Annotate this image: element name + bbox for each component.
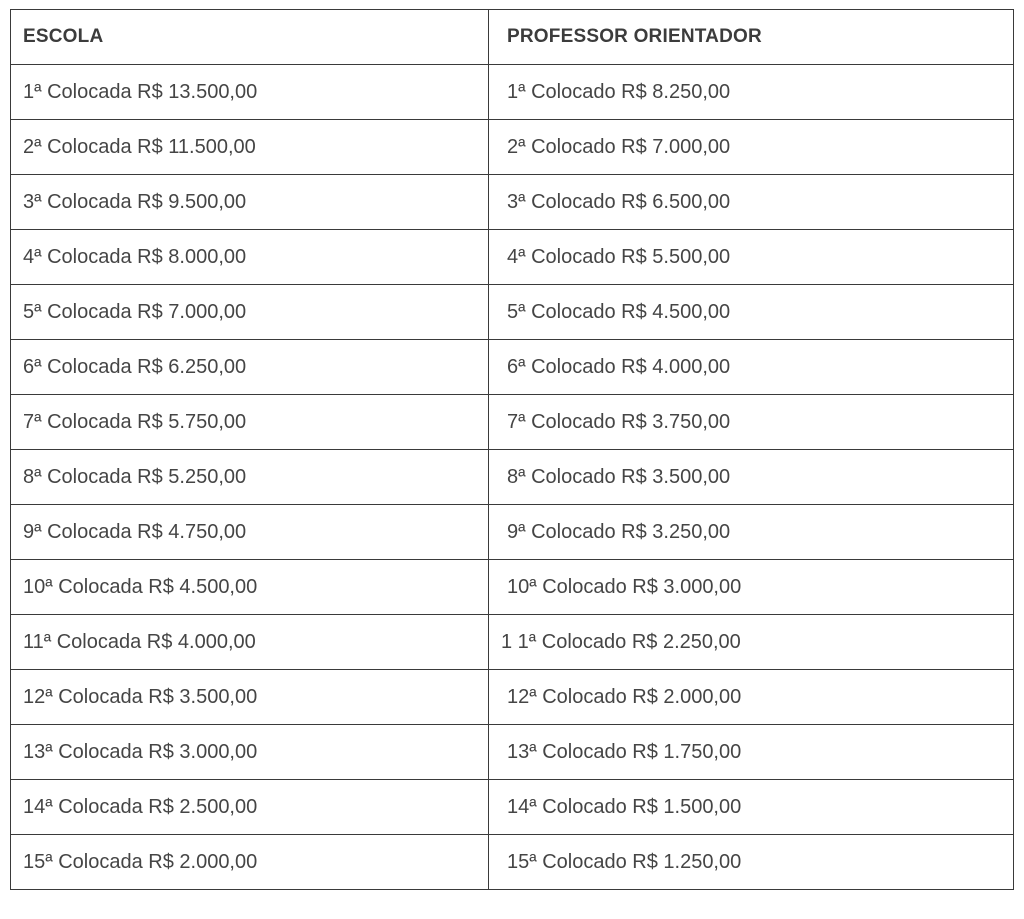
- escola-cell: 9ª Colocada R$ 4.750,00: [11, 505, 489, 560]
- escola-cell: 6ª Colocada R$ 6.250,00: [11, 340, 489, 395]
- table-row: [11, 65, 1014, 120]
- professor-cell: 10ª Colocado R$ 3.000,00: [489, 560, 1014, 615]
- professor-cell: 13ª Colocado R$ 1.750,00: [489, 725, 1014, 780]
- escola-cell: 3ª Colocada R$ 9.500,00: [11, 175, 489, 230]
- professor-cell: 8ª Colocado R$ 3.500,00: [489, 450, 1014, 505]
- table-row: [11, 505, 1014, 560]
- table-row: [11, 670, 1014, 725]
- table-row: [11, 615, 1014, 670]
- professor-cell: 3ª Colocado R$ 6.500,00: [489, 175, 1014, 230]
- header-professor-orientador: PROFESSOR ORIENTADOR: [489, 10, 1014, 65]
- professor-cell: 14ª Colocado R$ 1.500,00: [489, 780, 1014, 835]
- escola-cell: 10ª Colocada R$ 4.500,00: [11, 560, 489, 615]
- professor-cell: 6ª Colocado R$ 4.000,00: [489, 340, 1014, 395]
- escola-cell: 12ª Colocada R$ 3.500,00: [11, 670, 489, 725]
- escola-cell: 1ª Colocada R$ 13.500,00: [11, 65, 489, 120]
- escola-cell: 5ª Colocada R$ 7.000,00: [11, 285, 489, 340]
- table-row: [11, 835, 1014, 890]
- professor-cell: 9ª Colocado R$ 3.250,00: [489, 505, 1014, 560]
- professor-cell: 5ª Colocado R$ 4.500,00: [489, 285, 1014, 340]
- escola-cell: 7ª Colocada R$ 5.750,00: [11, 395, 489, 450]
- table-row: [11, 120, 1014, 175]
- escola-cell: 2ª Colocada R$ 11.500,00: [11, 120, 489, 175]
- professor-cell: 1 1ª Colocado R$ 2.250,00: [489, 615, 1014, 670]
- escola-cell: 13ª Colocada R$ 3.000,00: [11, 725, 489, 780]
- table-row: [11, 340, 1014, 395]
- table-row: [11, 175, 1014, 230]
- professor-cell: 15ª Colocado R$ 1.250,00: [489, 835, 1014, 890]
- table-row: [11, 285, 1014, 340]
- table-row: [11, 450, 1014, 505]
- header-escola: ESCOLA: [11, 10, 489, 65]
- professor-cell: 7ª Colocado R$ 3.750,00: [489, 395, 1014, 450]
- escola-cell: 4ª Colocada R$ 8.000,00: [11, 230, 489, 285]
- escola-cell: 14ª Colocada R$ 2.500,00: [11, 780, 489, 835]
- table-row: [11, 395, 1014, 450]
- table-row: [11, 560, 1014, 615]
- professor-cell: 1ª Colocado R$ 8.250,00: [489, 65, 1014, 120]
- prize-table: [10, 9, 1014, 890]
- escola-cell: 8ª Colocada R$ 5.250,00: [11, 450, 489, 505]
- professor-cell: 2ª Colocado R$ 7.000,00: [489, 120, 1014, 175]
- escola-cell: 15ª Colocada R$ 2.000,00: [11, 835, 489, 890]
- table-header-row: [11, 10, 1014, 65]
- escola-cell: 11ª Colocada R$ 4.000,00: [11, 615, 489, 670]
- prize-table-container: [10, 9, 1013, 890]
- professor-cell: 12ª Colocado R$ 2.000,00: [489, 670, 1014, 725]
- professor-cell: 4ª Colocado R$ 5.500,00: [489, 230, 1014, 285]
- table-row: [11, 780, 1014, 835]
- table-row: [11, 230, 1014, 285]
- table-row: [11, 725, 1014, 780]
